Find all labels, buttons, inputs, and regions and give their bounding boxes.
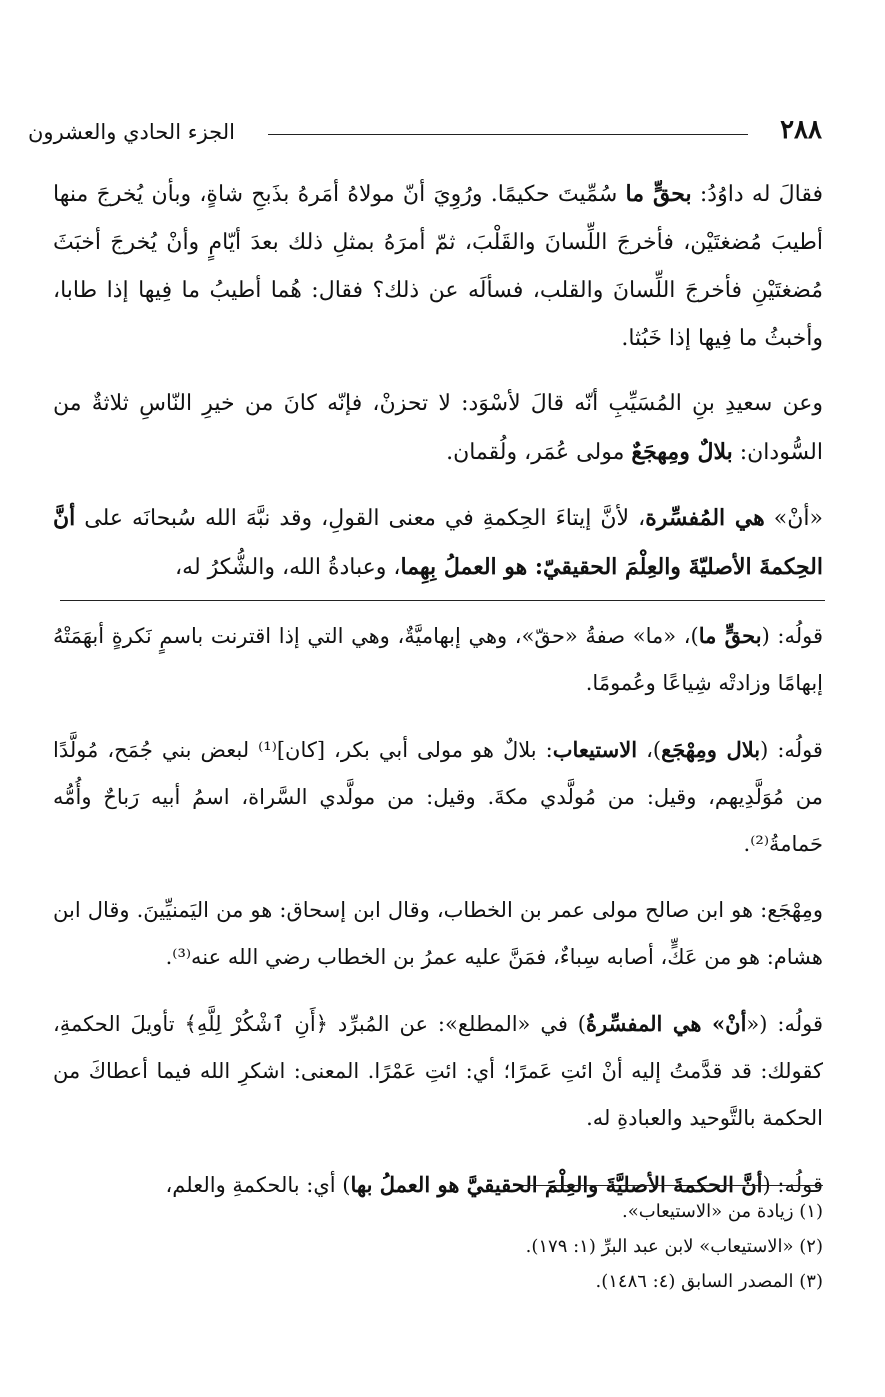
bold-text-run: بلالٌ ومِهجَعٌ — [631, 439, 733, 465]
commentary-text — [53, 612, 823, 1209]
text-run: فقالَ له داوُدُ: — [691, 182, 823, 207]
page-header — [28, 112, 828, 156]
text-run: وعن سعيدِ بنِ المُسَيِّبِ أنّه قالَ لأسْوَد: لا تحزنْ، فإنّه كانَ من خيرِ النّاسِ ثلاثةٌ من السُّودان: — [53, 391, 824, 465]
running-title: الجزء الحادي والعشرون — [28, 120, 235, 144]
text-run: ، وعبادةُ الله، والشُّكرُ له، — [175, 555, 401, 580]
bold-text-run: بلال ومِهْجَع — [661, 737, 761, 762]
commentary-paragraph — [53, 1000, 823, 1142]
text-run: قولُه: ( — [762, 1173, 823, 1197]
text-run: ) في «المطلع»: عن المُبرِّد ﴿أَنِ ٱشْكُرْ لِلَّهِ﴾ تأويلَ الحكمةِ، كقولك: قد قدَّمتُ إليه أنْ ائتِ عَمرًا؛ أي: ائتِ عَمْرًا. المعنى: اشكرِ الله فيما أعطاكَ من الحكمة بالتَّوحيد والعبادةِ له. — [53, 1012, 823, 1130]
bold-text-run: بحقٍّ ما — [698, 623, 762, 648]
header-rule — [268, 134, 748, 135]
footnote: (١) زيادة من «الاستيعاب». — [622, 1201, 823, 1222]
main-text — [53, 170, 823, 592]
text-run: سُمِّيتَ حكيمًا. ورُوِيَ أنّ مولاهُ أمَرهُ بذَبحِ شاةٍ، وبأن يُخرجَ منها أطيبَ مُضغتَيْن، فأخرجَ اللِّسانَ والقَلْبَ، ثمّ أمرَهُ بمثلِ ذلك بعدَ أيّامٍ وأنْ يُخرجَ أخبَثَ مُضغتَيْنِ فأخرجَ اللِّسانَ والقلب، فسألَه عن ذلك؟ فقال: هُما أطيبُ ما فِيها إذا طابا، وأخبثُ ما فِيها إذا خَبُثا. — [53, 182, 823, 351]
bold-text-run: الاستيعاب — [552, 737, 638, 762]
bold-text-run: أنْ» هي المفسِّرةُ — [586, 1011, 747, 1036]
main-paragraph — [53, 380, 823, 477]
footnote-separator — [523, 1185, 823, 1186]
text-run: مولى عُمَر، ولُقمان. — [446, 440, 632, 465]
footnotes — [53, 1194, 823, 1299]
commentary-separator — [60, 600, 825, 601]
text-run: ، لأنَّ إيتاءَ الحِكمةِ في معنى القولِ، وقد نبَّهَ الله سُبحانَه على — [75, 506, 646, 531]
text-run: «أنْ» — [764, 506, 823, 531]
bold-text-run: هي المُفسِّرة — [645, 505, 765, 531]
text-run: قولُه: ( — [760, 738, 823, 762]
footnote: (٣) المصدر السابق (٤: ١٤٨٦). — [595, 1271, 823, 1292]
page-number: ٢٨٨ — [780, 115, 822, 145]
footnote: (٢) «الاستيعاب» لابن عبد البرِّ (١: ١٧٩). — [525, 1236, 823, 1257]
bold-text-run: أنَّ الحكمةَ الأصليَّةَ والعِلْمَ الحقيقيَّ هو العملُ بها — [350, 1172, 763, 1197]
main-paragraph — [53, 170, 823, 363]
text-run: قولُه: ( — [761, 624, 824, 648]
text-run: ) أي: بالحكمةِ والعلم، — [165, 1173, 351, 1197]
text-run: : بلالٌ هو مولى أبي بكر، [كان]⁽¹⁾ لبعض بني جُمَح، مُولَّدًا من مُوَلَّدِيهم، وقيل: من مُولَّدي مكةَ. وقيل: من مولَّدي السَّراة، اسمُ أبيه رَباحٌ وأُمُّه حَمامةُ⁽²⁾. — [53, 738, 823, 856]
main-paragraph — [53, 494, 823, 592]
bold-text-run: أنَّ الحِكمةَ الأصليّةَ والعِلْمَ الحقيقيّ: هو العملُ بِهِما — [53, 505, 823, 580]
text-run: ومِهْجَع: هو ابن صالح مولى عمر بن الخطاب، وقال ابن إسحاق: هو من اليَمنيِّينَ. وقال ابن هشام: هو من عَكٍّ، أصابه سِباءٌ، فمَنَّ عليه عمرُ بن الخطاب رضي الله عنه⁽³⁾. — [53, 898, 823, 969]
commentary-paragraph — [53, 887, 823, 981]
text-run: قولُه: (« — [746, 1012, 823, 1036]
commentary-paragraph — [53, 726, 823, 868]
text-run: )، — [637, 738, 662, 762]
text-run: )، «ما» صفةُ «حقّ»، وهي إبهاميَّةٌ، وهي التي إذا اقترنت باسمٍ نَكرةٍ أبهَمَتْهُ إبهامًا وزادتْه شِياعًا وعُمومًا. — [53, 624, 823, 695]
bold-text-run: بحقٍّ ما — [625, 181, 692, 207]
commentary-paragraph — [53, 612, 823, 707]
